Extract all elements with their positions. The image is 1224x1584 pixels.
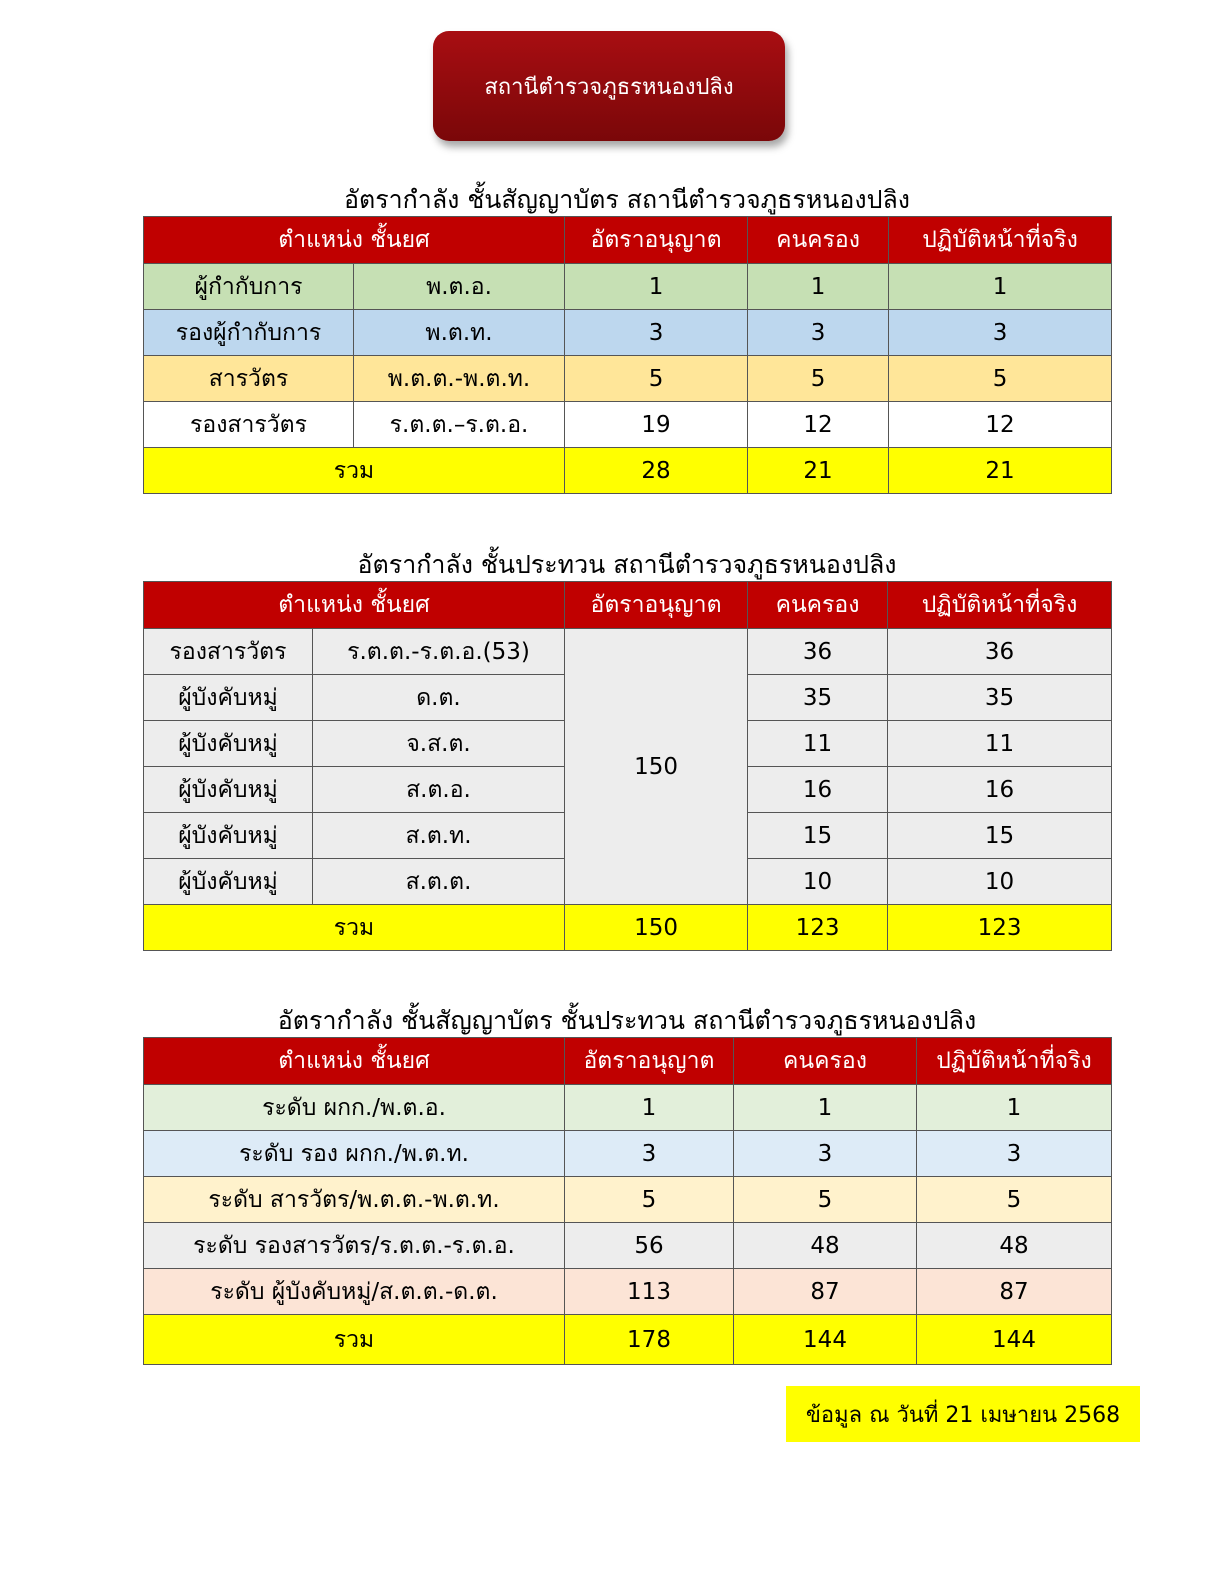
position-cell: ผู้บังคับหมู่ <box>144 767 313 813</box>
filled-cell: 3 <box>748 310 889 356</box>
filled-cell: 48 <box>734 1223 917 1269</box>
total-row <box>144 1315 1112 1365</box>
actual-cell: 35 <box>888 675 1112 721</box>
actual-cell: 3 <box>917 1131 1112 1177</box>
table-row <box>144 629 1112 675</box>
filled-cell: 1 <box>734 1085 917 1131</box>
authorized-cell: 5 <box>565 1177 734 1223</box>
table-row <box>144 1177 1112 1223</box>
table2-caption: อัตรากำลัง ชั้นประทวน สถานีตำรวจภูธรหนองปลิง <box>357 550 897 579</box>
header-authorized: อัตราอนุญาต <box>565 582 748 629</box>
rank-cell: ส.ต.ท. <box>313 813 565 859</box>
level-cell: ระดับ รอง ผกก./พ.ต.ท. <box>144 1131 565 1177</box>
filled-cell: 15 <box>748 813 888 859</box>
table-row <box>144 1131 1112 1177</box>
authorized-cell: 1 <box>565 1085 734 1131</box>
total-row <box>144 905 1112 951</box>
actual-cell: 15 <box>888 813 1112 859</box>
position-cell: รองสารวัตร <box>144 629 313 675</box>
position-cell: ผู้บังคับหมู่ <box>144 859 313 905</box>
header-actual: ปฏิบัติหน้าที่จริง <box>889 217 1112 264</box>
authorized-cell: 5 <box>565 356 748 402</box>
table3-caption: อัตรากำลัง ชั้นสัญญาบัตร ชั้นประทวน สถานีตำรวจภูธรหนองปลิง <box>277 1006 977 1035</box>
total-actual: 123 <box>888 905 1112 951</box>
data-as-of-text: ข้อมูล ณ วันที่ 21 เมษายน 2568 <box>805 1402 1121 1428</box>
header-position-rank: ตำแหน่ง ชั้นยศ <box>144 1038 565 1085</box>
total-label: รวม <box>144 1315 565 1365</box>
table-row <box>144 402 1112 448</box>
total-actual: 21 <box>889 448 1112 494</box>
level-cell: ระดับ รองสารวัตร/ร.ต.ต.-ร.ต.อ. <box>144 1223 565 1269</box>
header-actual: ปฏิบัติหน้าที่จริง <box>888 582 1112 629</box>
total-label: รวม <box>144 448 565 494</box>
table-row <box>144 310 1112 356</box>
filled-cell: 16 <box>748 767 888 813</box>
filled-cell: 11 <box>748 721 888 767</box>
position-cell: รองผู้กำกับการ <box>144 310 354 356</box>
authorized-cell: 19 <box>565 402 748 448</box>
rank-cell: ร.ต.ต.–ร.ต.อ. <box>354 402 565 448</box>
total-authorized: 178 <box>565 1315 734 1365</box>
total-label: รวม <box>144 905 565 951</box>
table-row <box>144 1223 1112 1269</box>
rank-cell: พ.ต.ท. <box>354 310 565 356</box>
level-cell: ระดับ ผู้บังคับหมู่/ส.ต.ต.-ด.ต. <box>144 1269 565 1315</box>
level-cell: ระดับ ผกก./พ.ต.อ. <box>144 1085 565 1131</box>
table-row <box>144 264 1112 310</box>
station-title: สถานีตำรวจภูธรหนองปลิง <box>484 74 734 100</box>
filled-cell: 5 <box>734 1177 917 1223</box>
filled-cell: 35 <box>748 675 888 721</box>
header-filled: คนครอง <box>748 217 889 264</box>
actual-cell: 87 <box>917 1269 1112 1315</box>
total-row <box>144 448 1112 494</box>
header-actual: ปฏิบัติหน้าที่จริง <box>917 1038 1112 1085</box>
position-cell: สารวัตร <box>144 356 354 402</box>
position-cell: ผู้กำกับการ <box>144 264 354 310</box>
position-cell: ผู้บังคับหมู่ <box>144 813 313 859</box>
rank-cell: ส.ต.ต. <box>313 859 565 905</box>
total-filled: 123 <box>748 905 888 951</box>
header-authorized: อัตราอนุญาต <box>565 217 748 264</box>
position-cell: ผู้บังคับหมู่ <box>144 675 313 721</box>
actual-cell: 5 <box>917 1177 1112 1223</box>
filled-cell: 12 <box>748 402 889 448</box>
table-header-row <box>144 582 1112 629</box>
authorized-cell: 1 <box>565 264 748 310</box>
filled-cell: 10 <box>748 859 888 905</box>
total-authorized: 150 <box>565 905 748 951</box>
actual-cell: 1 <box>917 1085 1112 1131</box>
table1-caption: อัตรากำลัง ชั้นสัญญาบัตร สถานีตำรวจภูธรหนองปลิง <box>343 185 911 214</box>
table-row <box>144 1269 1112 1315</box>
actual-cell: 1 <box>889 264 1112 310</box>
filled-cell: 3 <box>734 1131 917 1177</box>
total-filled: 21 <box>748 448 889 494</box>
rank-cell: ส.ต.อ. <box>313 767 565 813</box>
table-row <box>144 1085 1112 1131</box>
actual-cell: 48 <box>917 1223 1112 1269</box>
summary-table <box>143 1037 1112 1365</box>
authorized-merged-cell: 150 <box>565 629 748 905</box>
rank-cell: ด.ต. <box>313 675 565 721</box>
filled-cell: 36 <box>748 629 888 675</box>
header-authorized: อัตราอนุญาต <box>565 1038 734 1085</box>
authorized-cell: 3 <box>565 310 748 356</box>
total-authorized: 28 <box>565 448 748 494</box>
position-cell: รองสารวัตร <box>144 402 354 448</box>
filled-cell: 87 <box>734 1269 917 1315</box>
table-header-row <box>144 217 1112 264</box>
actual-cell: 3 <box>889 310 1112 356</box>
table-header-row <box>144 1038 1112 1085</box>
total-filled: 144 <box>734 1315 917 1365</box>
actual-cell: 5 <box>889 356 1112 402</box>
table-row <box>144 356 1112 402</box>
actual-cell: 36 <box>888 629 1112 675</box>
actual-cell: 11 <box>888 721 1112 767</box>
data-as-of-note <box>786 1386 1140 1442</box>
rank-cell: ร.ต.ต.-ร.ต.อ.(53) <box>313 629 565 675</box>
header-filled: คนครอง <box>734 1038 917 1085</box>
actual-cell: 10 <box>888 859 1112 905</box>
level-cell: ระดับ สารวัตร/พ.ต.ต.-พ.ต.ท. <box>144 1177 565 1223</box>
total-actual: 144 <box>917 1315 1112 1365</box>
header-position-rank: ตำแหน่ง ชั้นยศ <box>144 217 565 264</box>
rank-cell: จ.ส.ต. <box>313 721 565 767</box>
header-filled: คนครอง <box>748 582 888 629</box>
filled-cell: 1 <box>748 264 889 310</box>
rank-cell: พ.ต.อ. <box>354 264 565 310</box>
authorized-cell: 3 <box>565 1131 734 1177</box>
actual-cell: 12 <box>889 402 1112 448</box>
filled-cell: 5 <box>748 356 889 402</box>
non-commissioned-table <box>143 581 1112 951</box>
header-position-rank: ตำแหน่ง ชั้นยศ <box>144 582 565 629</box>
station-title-banner <box>433 31 785 141</box>
rank-cell: พ.ต.ต.-พ.ต.ท. <box>354 356 565 402</box>
position-cell: ผู้บังคับหมู่ <box>144 721 313 767</box>
commissioned-table <box>143 216 1112 494</box>
authorized-cell: 56 <box>565 1223 734 1269</box>
actual-cell: 16 <box>888 767 1112 813</box>
authorized-cell: 113 <box>565 1269 734 1315</box>
